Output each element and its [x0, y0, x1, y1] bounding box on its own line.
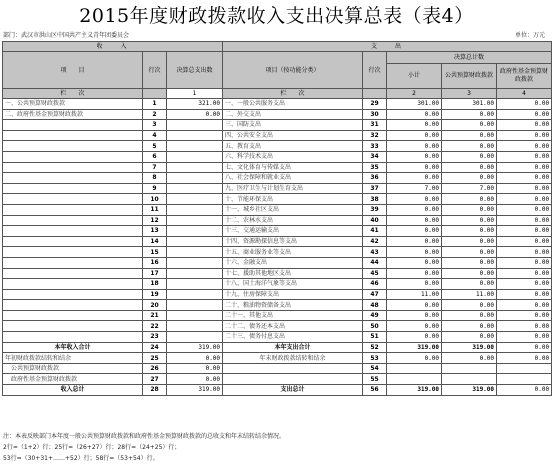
column-order-label-2: 栏 次	[223, 89, 363, 99]
expense-fund: 0.00	[497, 289, 552, 300]
table-row	[3, 310, 552, 321]
table-row	[3, 321, 552, 332]
income-amount	[167, 300, 223, 311]
income-amount	[167, 162, 223, 173]
expense-line: 39	[363, 204, 387, 215]
expense-line: 50	[363, 321, 387, 332]
expense-item: 二十三、债务付息支出	[223, 332, 363, 343]
income-item: 一、公共预算财政拨款	[3, 99, 143, 110]
income-item	[3, 204, 143, 215]
income-amount	[167, 173, 223, 184]
column-order-label: 栏 次	[3, 89, 143, 99]
expense-line: 48	[363, 300, 387, 311]
income-amount	[167, 215, 223, 226]
expense-subtotal: 0.00	[387, 310, 442, 321]
expense-item: 五、教育支出	[223, 141, 363, 152]
expense-item: 十三、交通运输支出	[223, 226, 363, 237]
carry-in-fund-label: 政府性基金预算财政拨款	[3, 374, 143, 385]
footnotes	[3, 431, 551, 464]
expense-total-line: 52	[363, 342, 387, 353]
expense-line: 42	[363, 236, 387, 247]
income-line: 10	[143, 194, 167, 205]
expense-general: 0.00	[442, 332, 497, 343]
expense-line: 47	[363, 289, 387, 300]
expense-subtotal: 301.00	[387, 99, 442, 110]
grand-expense-general: 319.00	[442, 385, 497, 396]
income-line: 20	[143, 300, 167, 311]
expense-line: 40	[363, 215, 387, 226]
footnote-line-1: 注：本表反映部门本年度一般公共预算财政拨款和政府性基金预算财政拨款的总收支和年末结转结余情况。	[3, 433, 286, 440]
expense-general: 0.00	[442, 268, 497, 279]
expense-fund: 0.00	[497, 215, 552, 226]
table-row	[3, 173, 552, 184]
income-line: 11	[143, 204, 167, 215]
expense-fund: 0.00	[497, 109, 552, 120]
page-title: 2015年度财政拨款收入支出决算总表（表4）	[79, 5, 474, 27]
income-line: 22	[143, 321, 167, 332]
expense-fund: 0.00	[497, 247, 552, 258]
income-item	[3, 194, 143, 205]
expense-general: 0.00	[442, 310, 497, 321]
income-line: 19	[143, 289, 167, 300]
expense-line: 29	[363, 99, 387, 110]
expense-line: 45	[363, 268, 387, 279]
expense-general: 0.00	[442, 279, 497, 290]
expense-subtotal: 0.00	[387, 151, 442, 162]
expense-general: 0.00	[442, 141, 497, 152]
income-item	[3, 300, 143, 311]
table-row	[3, 332, 552, 343]
carry-in-amount: 0.00	[167, 353, 223, 364]
grand-income-line: 28	[143, 385, 167, 396]
expense-fund: 0.00	[497, 99, 552, 110]
income-amount	[167, 183, 223, 194]
expense-item: 十七、援助其他地区支出	[223, 268, 363, 279]
income-item: 二、政府性基金预算财政拨款	[3, 109, 143, 120]
table-body	[3, 99, 552, 343]
income-line: 5	[143, 141, 167, 152]
carry-in-fund-line: 27	[143, 374, 167, 385]
income-line: 13	[143, 226, 167, 237]
income-item	[3, 321, 143, 332]
table-row	[3, 194, 552, 205]
grand-expense-subtotal: 319.00	[387, 385, 442, 396]
income-item	[3, 215, 143, 226]
subtotal-header: 小计	[387, 64, 442, 89]
carry-in-line: 25	[143, 353, 167, 364]
income-amount: 0.00	[167, 109, 223, 120]
expense-subtotal: 0.00	[387, 332, 442, 343]
table-row	[3, 215, 552, 226]
expense-fund: 0.00	[497, 268, 552, 279]
expense-general: 11.00	[442, 289, 497, 300]
table-row	[3, 257, 552, 268]
expense-item: 十二、农林水支出	[223, 215, 363, 226]
table-row	[3, 162, 552, 173]
income-item	[3, 332, 143, 343]
income-line: 3	[143, 120, 167, 131]
income-total-label: 本年收入合计	[3, 342, 143, 353]
income-line: 12	[143, 215, 167, 226]
expense-line: 46	[363, 279, 387, 290]
expense-fund: 0.00	[497, 173, 552, 184]
income-line-header: 行次	[143, 52, 167, 89]
grand-expense-fund: 0.00	[497, 385, 552, 396]
expense-subtotal: 0.00	[387, 173, 442, 184]
carry-in-label: 年初财政拨款结转和结余	[3, 353, 143, 364]
income-item	[3, 141, 143, 152]
income-amount	[167, 194, 223, 205]
expense-item: 八、社会保障和就业支出	[223, 173, 363, 184]
expense-subtotal: 0.00	[387, 204, 442, 215]
income-line: 18	[143, 279, 167, 290]
carry-out-label: 年末财政拨款结转和结余	[223, 353, 363, 364]
department-label: 部门：武汉市洪山区中国共产主义青年团委员会	[3, 32, 130, 39]
income-line: 16	[143, 257, 167, 268]
expense-subtotal: 0.00	[387, 236, 442, 247]
carry-out-general: 0.00	[442, 353, 497, 364]
income-item	[3, 162, 143, 173]
income-amount	[167, 141, 223, 152]
expense-item: 十九、住房保障支出	[223, 289, 363, 300]
table-row	[3, 268, 552, 279]
expense-line: 43	[363, 247, 387, 258]
income-amount	[167, 120, 223, 131]
expense-fund: 0.00	[497, 183, 552, 194]
income-amount	[167, 247, 223, 258]
income-item	[3, 173, 143, 184]
table-row	[3, 130, 552, 141]
expense-item: 四、公共安全支出	[223, 130, 363, 141]
income-line: 17	[143, 268, 167, 279]
expense-header: 支 出	[223, 42, 552, 52]
expense-subtotal: 7.00	[387, 183, 442, 194]
income-header: 收 入	[3, 42, 223, 52]
expense-line: 35	[363, 162, 387, 173]
income-total-amount: 319.00	[167, 342, 223, 353]
column-index-2: 2	[387, 89, 442, 99]
expense-fund: 0.00	[497, 120, 552, 131]
column-index-1: 1	[167, 89, 223, 99]
expense-subtotal: 0.00	[387, 162, 442, 173]
table-row	[3, 204, 552, 215]
income-item	[3, 289, 143, 300]
expense-total-group-header: 决算总计数	[387, 52, 552, 64]
expense-line: 38	[363, 194, 387, 205]
expense-total-general: 319.00	[442, 342, 497, 353]
table-row	[3, 151, 552, 162]
expense-subtotal: 0.00	[387, 215, 442, 226]
table-row	[3, 99, 552, 110]
income-amount	[167, 332, 223, 343]
table-row	[3, 279, 552, 290]
expense-line: 36	[363, 173, 387, 184]
expense-fund: 0.00	[497, 151, 552, 162]
expense-subtotal: 0.00	[387, 120, 442, 131]
expense-general: 0.00	[442, 130, 497, 141]
income-item	[3, 120, 143, 131]
budget-table	[2, 41, 552, 396]
table-row	[3, 120, 552, 131]
table-row	[3, 236, 552, 247]
income-line: 9	[143, 183, 167, 194]
expense-total-subtotal: 319.00	[387, 342, 442, 353]
income-item	[3, 279, 143, 290]
income-line: 15	[143, 247, 167, 258]
income-item	[3, 268, 143, 279]
expense-item: 二、外交支出	[223, 109, 363, 120]
expense-item: 三、国防支出	[223, 120, 363, 131]
expense-general: 0.00	[442, 204, 497, 215]
expense-subtotal: 0.00	[387, 300, 442, 311]
expense-general: 0.00	[442, 120, 497, 131]
expense-item: 十五、商业服务业等支出	[223, 247, 363, 258]
expense-general: 0.00	[442, 236, 497, 247]
expense-item: 七、文化体育与传媒支出	[223, 162, 363, 173]
expense-line: 41	[363, 226, 387, 237]
expense-line-header: 行次	[363, 52, 387, 89]
expense-total-fund: 0.00	[497, 342, 552, 353]
income-amount	[167, 236, 223, 247]
expense-item: 二十、粮油物资储备支出	[223, 300, 363, 311]
income-item	[3, 236, 143, 247]
expense-line: 49	[363, 310, 387, 321]
expense-subtotal: 0.00	[387, 321, 442, 332]
expense-line: 44	[363, 257, 387, 268]
grand-income-amount: 319.00	[167, 385, 223, 396]
income-line: 23	[143, 332, 167, 343]
expense-total-label: 本年支出合计	[223, 342, 363, 353]
expense-general: 0.00	[442, 300, 497, 311]
table-row	[3, 141, 552, 152]
expense-item: 十一、城乡社区支出	[223, 204, 363, 215]
column-index-3: 3	[442, 89, 497, 99]
expense-line: 32	[363, 130, 387, 141]
income-item	[3, 183, 143, 194]
expense-line: 34	[363, 151, 387, 162]
carry-out-fund: 0.00	[497, 353, 552, 364]
income-line: 6	[143, 151, 167, 162]
expense-line: 31	[363, 120, 387, 131]
expense-fund: 0.00	[497, 162, 552, 173]
expense-fund: 0.00	[497, 257, 552, 268]
expense-subtotal: 0.00	[387, 130, 442, 141]
general-budget-header: 公共预算财政拨款	[442, 64, 497, 89]
expense-subtotal: 0.00	[387, 226, 442, 237]
income-amount	[167, 310, 223, 321]
expense-subtotal: 0.00	[387, 279, 442, 290]
income-item	[3, 247, 143, 258]
expense-subtotal: 0.00	[387, 257, 442, 268]
expense-fund: 0.00	[497, 236, 552, 247]
expense-general: 0.00	[442, 173, 497, 184]
table-row	[3, 300, 552, 311]
expense-general: 0.00	[442, 257, 497, 268]
expense-item: 十八、国土海洋气象等支出	[223, 279, 363, 290]
income-amount	[167, 289, 223, 300]
income-amount	[167, 279, 223, 290]
income-line: 8	[143, 173, 167, 184]
expense-line: 30	[363, 109, 387, 120]
expense-subtotal: 0.00	[387, 109, 442, 120]
income-amount: 321.00	[167, 99, 223, 110]
expense-fund: 0.00	[497, 141, 552, 152]
income-line: 7	[143, 162, 167, 173]
income-amount	[167, 321, 223, 332]
empty-line-54: 54	[363, 363, 387, 374]
expense-fund: 0.00	[497, 130, 552, 141]
expense-fund: 0.00	[497, 226, 552, 237]
table-row	[3, 109, 552, 120]
expense-fund: 0.00	[497, 300, 552, 311]
income-amount	[167, 257, 223, 268]
grand-expense-label: 支出总计	[223, 385, 363, 396]
expense-general: 0.00	[442, 321, 497, 332]
expense-item: 六、科学技术支出	[223, 151, 363, 162]
expense-line: 51	[363, 332, 387, 343]
income-amount	[167, 204, 223, 215]
expense-item: 一、一般公共服务支出	[223, 99, 363, 110]
expense-item: 十六、金融支出	[223, 257, 363, 268]
income-item-header: 项 目	[3, 52, 143, 89]
income-line: 4	[143, 130, 167, 141]
expense-fund: 0.00	[497, 194, 552, 205]
income-amount	[167, 151, 223, 162]
income-item	[3, 226, 143, 237]
expense-item: 十四、资源勘探信息等支出	[223, 236, 363, 247]
empty-line-55: 55	[363, 374, 387, 385]
expense-general: 7.00	[442, 183, 497, 194]
fund-budget-header: 政府性基金预算财政拨款	[497, 64, 552, 89]
income-amount	[167, 226, 223, 237]
table-row	[3, 226, 552, 237]
income-amount	[167, 268, 223, 279]
unit-label: 单位：万元	[514, 32, 545, 39]
expense-subtotal: 0.00	[387, 247, 442, 258]
expense-general: 301.00	[442, 99, 497, 110]
expense-general: 0.00	[442, 226, 497, 237]
footnote-line-3: 53行=（30+31+……+52）行；58行=（53+54）行。	[3, 455, 159, 462]
income-line: 1	[143, 99, 167, 110]
expense-subtotal: 0.00	[387, 141, 442, 152]
income-amount-header: 决算总支出数	[167, 52, 223, 89]
expense-fund: 0.00	[497, 279, 552, 290]
carry-in-general-label: 公共预算财政拨款	[3, 363, 143, 374]
income-line: 2	[143, 109, 167, 120]
carry-out-line: 53	[363, 353, 387, 364]
income-line: 21	[143, 310, 167, 321]
expense-fund: 0.00	[497, 204, 552, 215]
income-total-line: 24	[143, 342, 167, 353]
table-row	[3, 183, 552, 194]
expense-subtotal: 0.00	[387, 194, 442, 205]
expense-item: 九、医疗卫生与计划生育支出	[223, 183, 363, 194]
table-row	[3, 247, 552, 258]
expense-item: 二十一、其他支出	[223, 310, 363, 321]
expense-general: 0.00	[442, 151, 497, 162]
column-index-4: 4	[497, 89, 552, 99]
income-item	[3, 310, 143, 321]
table-row	[3, 289, 552, 300]
income-item	[3, 257, 143, 268]
expense-general: 0.00	[442, 215, 497, 226]
expense-general: 0.00	[442, 247, 497, 258]
carry-in-general-line: 26	[143, 363, 167, 374]
carry-out-subtotal: 0.00	[387, 353, 442, 364]
carry-in-general-amount: 0.00	[167, 363, 223, 374]
expense-item-header: 项目（按功能分类）	[223, 52, 363, 89]
expense-item: 二十二、债务还本支出	[223, 321, 363, 332]
carry-in-fund-amount: 0.00	[167, 374, 223, 385]
expense-general: 0.00	[442, 194, 497, 205]
expense-general: 0.00	[442, 109, 497, 120]
expense-line: 37	[363, 183, 387, 194]
expense-fund: 0.00	[497, 332, 552, 343]
income-amount	[167, 130, 223, 141]
expense-item: 十、节能环保支出	[223, 194, 363, 205]
expense-line: 33	[363, 141, 387, 152]
grand-expense-line: 56	[363, 385, 387, 396]
expense-general: 0.00	[442, 162, 497, 173]
expense-fund: 0.00	[497, 321, 552, 332]
income-line: 14	[143, 236, 167, 247]
footnote-line-2: 2行=（1+2）行；25行=（26+27）行；28行=（24+25）行；	[3, 444, 181, 451]
expense-subtotal: 0.00	[387, 268, 442, 279]
grand-income-label: 收入总计	[3, 385, 143, 396]
expense-fund: 0.00	[497, 310, 552, 321]
income-item	[3, 151, 143, 162]
income-item	[3, 130, 143, 141]
expense-subtotal: 11.00	[387, 289, 442, 300]
